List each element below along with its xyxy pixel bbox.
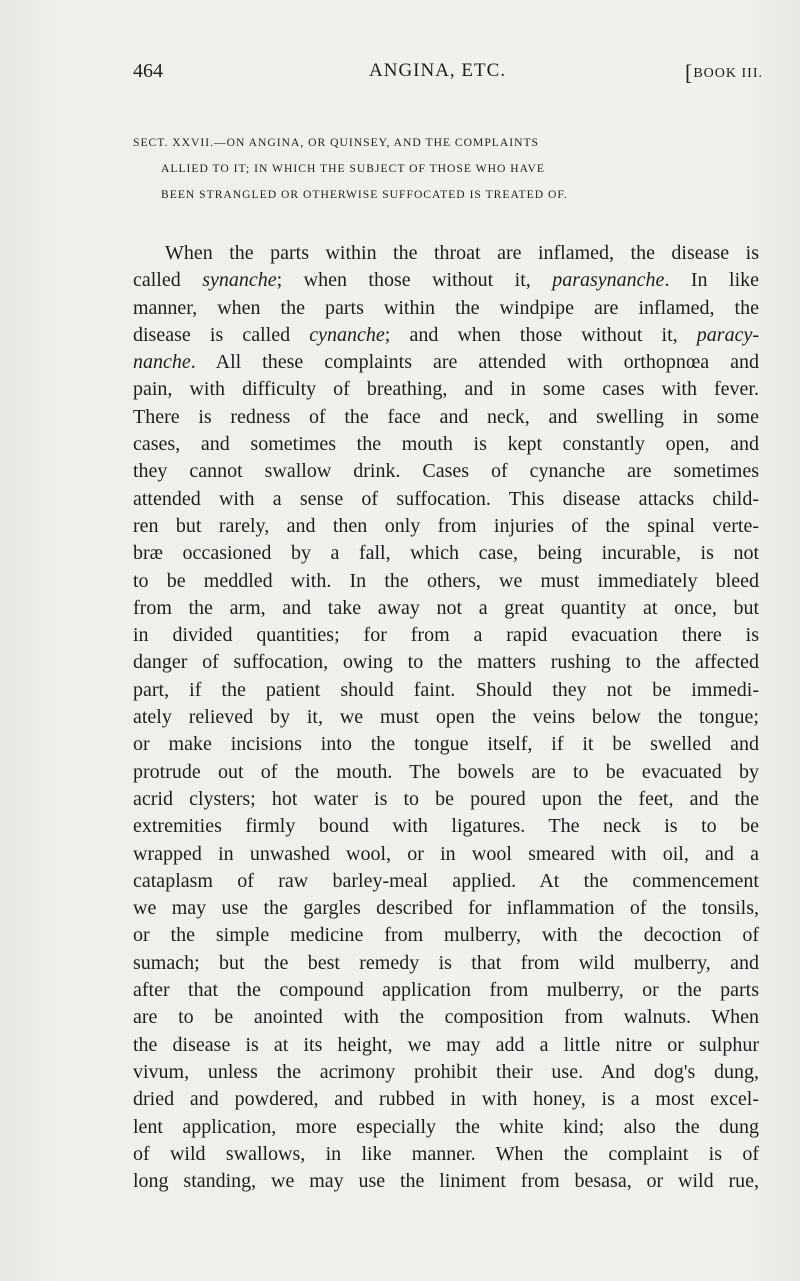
body-line: cases, and sometimes the mouth is kept constantly open, and bbox=[133, 433, 759, 456]
body-line: or the simple medicine from mulberry, with the decoction of bbox=[133, 924, 759, 947]
body-line: danger of suffocation, owing to the matters rushing to the affected bbox=[133, 651, 759, 674]
body-line: lent application, more especially the white kind; also the dung bbox=[133, 1115, 759, 1138]
body-line: in divided quantities; for from a rapid evacuation there is bbox=[133, 624, 759, 647]
running-header bbox=[133, 60, 763, 90]
body-line: dried and powdered, and rubbed in with honey, is a most excel- bbox=[133, 1088, 759, 1111]
book-label: [BOOK III. bbox=[685, 60, 763, 85]
body-line: ren but rarely, and then only from injuries of the spinal verte- bbox=[133, 514, 759, 537]
body-paragraph bbox=[133, 240, 759, 1195]
body-line: There is redness of the face and neck, and swelling in some bbox=[133, 405, 759, 428]
body-line: wrapped in unwashed wool, or in wool smeared with oil, and a bbox=[133, 842, 759, 865]
body-line: called synanche; when those without it, parasynanche. In like bbox=[133, 269, 759, 292]
body-line: are to be anointed with the composition from walnuts. When bbox=[133, 1006, 759, 1029]
body-line: nanche. All these complaints are attended with orthopnœa and bbox=[133, 351, 759, 374]
body-line: we may use the gargles described for inflammation of the tonsils, bbox=[133, 897, 759, 920]
body-line: disease is called cynanche; and when those without it, paracy- bbox=[133, 323, 759, 346]
book-label-text: BOOK III. bbox=[693, 66, 763, 81]
body-line: attended with a sense of suffocation. This disease attacks child- bbox=[133, 487, 759, 510]
body-line: of wild swallows, in like manner. When the complaint is of bbox=[133, 1142, 759, 1165]
body-line: When the parts within the throat are inflamed, the disease is bbox=[165, 242, 759, 264]
body-line: protrude out of the mouth. The bowels are to be evacuated by bbox=[133, 760, 759, 783]
body-line: ately relieved by it, we must open the veins below the tongue; bbox=[133, 706, 759, 729]
running-title: ANGINA, ETC. bbox=[369, 60, 507, 81]
body-line: extremities firmly bound with ligatures. The neck is to be bbox=[133, 815, 759, 838]
page-number: 464 bbox=[133, 60, 163, 82]
body-line: from the arm, and take away not a great quantity at once, but bbox=[133, 596, 759, 619]
section-heading-line: ALLIED TO IT; IN WHICH THE SUBJECT OF THOSE WHO HAVE bbox=[161, 162, 545, 175]
body-line: manner, when the parts within the windpipe are inflamed, the bbox=[133, 296, 759, 319]
body-line: sumach; but the best remedy is that from wild mulberry, and bbox=[133, 951, 759, 974]
body-line: part, if the patient should faint. Should they not be immedi- bbox=[133, 678, 759, 701]
body-line: or make incisions into the tongue itself, if it be swelled and bbox=[133, 733, 759, 756]
section-heading-line: BEEN STRANGLED OR OTHERWISE SUFFOCATED IS TREATED OF. bbox=[161, 188, 568, 201]
section-heading bbox=[133, 130, 761, 208]
section-heading-line: SECT. XXVII.—ON ANGINA, OR QUINSEY, AND THE COMPLAINTS bbox=[133, 136, 540, 149]
body-line: after that the compound application from mulberry, or the parts bbox=[133, 979, 759, 1002]
body-line: to be meddled with. In the others, we must immediately bleed bbox=[133, 569, 759, 592]
body-line: vivum, unless the acrimony prohibit their use. And dog's dung, bbox=[133, 1060, 759, 1083]
body-line: they cannot swallow drink. Cases of cynanche are sometimes bbox=[133, 460, 759, 483]
body-line: long standing, we may use the liniment from besasa, or wild rue, bbox=[133, 1170, 759, 1193]
body-line: bræ occasioned by a fall, which case, being incurable, is not bbox=[133, 542, 759, 565]
body-line: cataplasm of raw barley-meal applied. At the commencement bbox=[133, 869, 759, 892]
body-line: the disease is at its height, we may add a little nitre or sulphur bbox=[133, 1033, 759, 1056]
body-line: pain, with difficulty of breathing, and in some cases with fever. bbox=[133, 378, 759, 401]
body-line: acrid clysters; hot water is to be poured upon the feet, and the bbox=[133, 787, 759, 810]
